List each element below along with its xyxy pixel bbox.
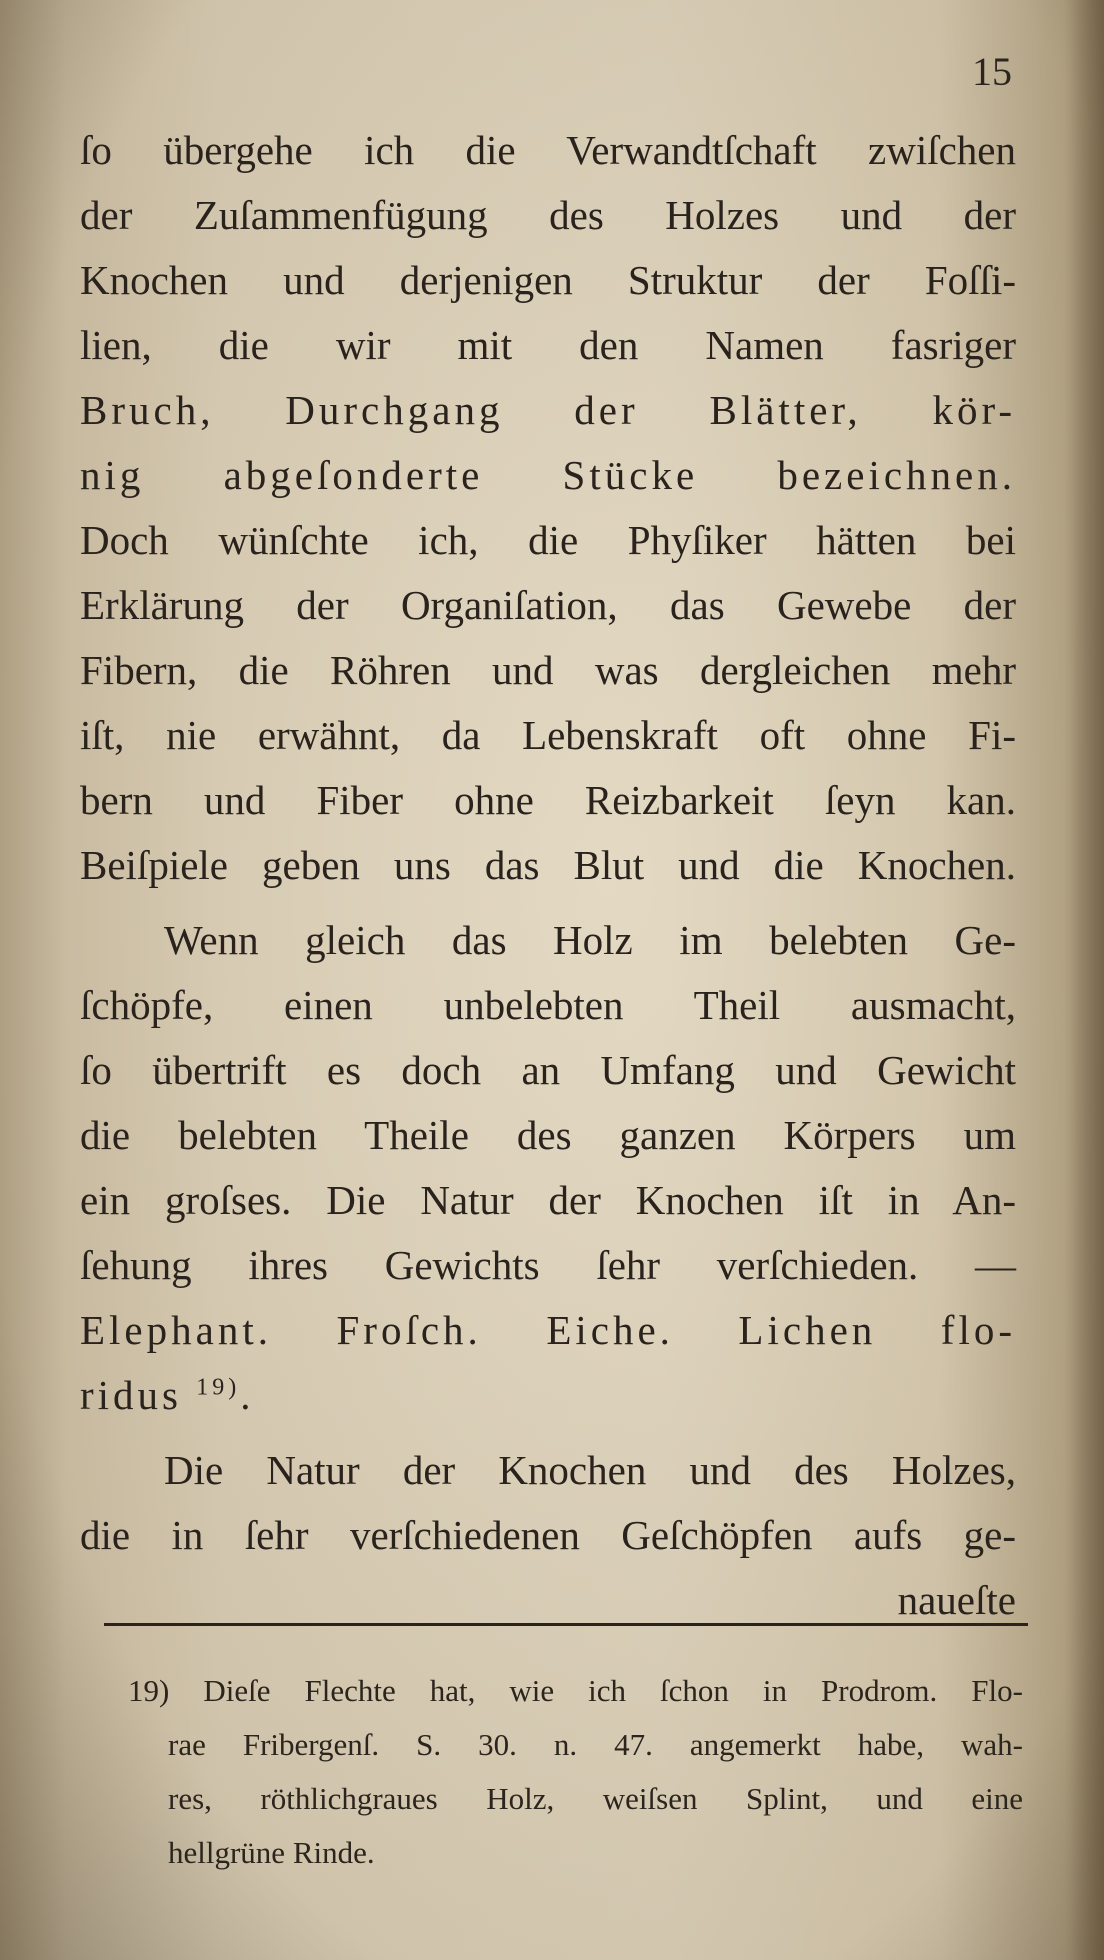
text-line: Elephant. Froſch. Eiche. Lichen flo- <box>80 1307 1016 1353</box>
footnote <box>128 1664 1023 1880</box>
page-number: 15 <box>972 49 1012 94</box>
text-line: iſt, nie erwähnt, da Lebenskraft oft ohne Fi- <box>80 712 1016 758</box>
text-line: Fibern, die Röhren und was dergleichen mehr <box>80 647 1016 693</box>
footnote-rule <box>104 1623 1028 1626</box>
footnote-line: res, röthlichgraues Holz, weiſsen Splint, und eine <box>168 1781 1023 1816</box>
text-line: Wenn gleich das Holz im belebten Ge- <box>164 917 1016 963</box>
text-line: Die Natur der Knochen und des Holzes, <box>164 1447 1016 1493</box>
footnote-line: rae Fribergenſ. S. 30. n. 47. angemerkt habe, wah- <box>168 1727 1023 1762</box>
text-line: Erklärung der Organiſation, das Gewebe der <box>80 582 1016 628</box>
footnote-line: hellgrüne Rinde. <box>168 1835 375 1870</box>
text-line: ſehung ihres Gewichts ſehr verſchieden. — <box>80 1242 1016 1288</box>
footnote-reference: 19) <box>196 1374 241 1401</box>
text-line: Bruch, Durchgang der Blätter, kör- <box>80 387 1016 433</box>
text-line: die in ſehr verſchiedenen Geſchöpfen aufs ge- <box>80 1512 1016 1558</box>
text-line: ſo übergehe ich die Verwandtſchaft zwiſchen <box>80 127 1016 173</box>
text-line: nig abgeſonderte Stücke bezeichnen. <box>80 452 1016 498</box>
text-line: bern und Fiber ohne Reizbarkeit ſeyn kan. <box>80 777 1016 823</box>
text-line: Knochen und derjenigen Struktur der Foſſi- <box>80 257 1016 303</box>
text-line-with-footnote-ref: ridus $^{19)}$. <box>80 1372 255 1418</box>
text-line: Beiſpiele geben uns das Blut und die Knochen. <box>80 842 1016 888</box>
text-line: Doch wünſchte ich, die Phyſiker hätten bei <box>80 517 1016 563</box>
text-line: ein groſses. Die Natur der Knochen iſt in An- <box>80 1177 1016 1223</box>
text-line: lien, die wir mit den Namen fasriger <box>80 322 1016 368</box>
text-line: der Zuſammenfügung des Holzes und der <box>80 192 1016 238</box>
text-line: ſo übertrift es doch an Umfang und Gewicht <box>80 1047 1016 1093</box>
footnote-line: 19) Dieſe Flechte hat, wie ich ſchon in Prodrom. Flo- <box>128 1673 1023 1708</box>
text-line: ſchöpfe, einen unbelebten Theil ausmacht, <box>80 982 1016 1028</box>
body-text <box>80 118 1016 1633</box>
catchword: naueſte <box>897 1577 1016 1623</box>
text-line: die belebten Theile des ganzen Körpers um <box>80 1112 1016 1158</box>
text-line: ridus <box>80 1372 182 1418</box>
